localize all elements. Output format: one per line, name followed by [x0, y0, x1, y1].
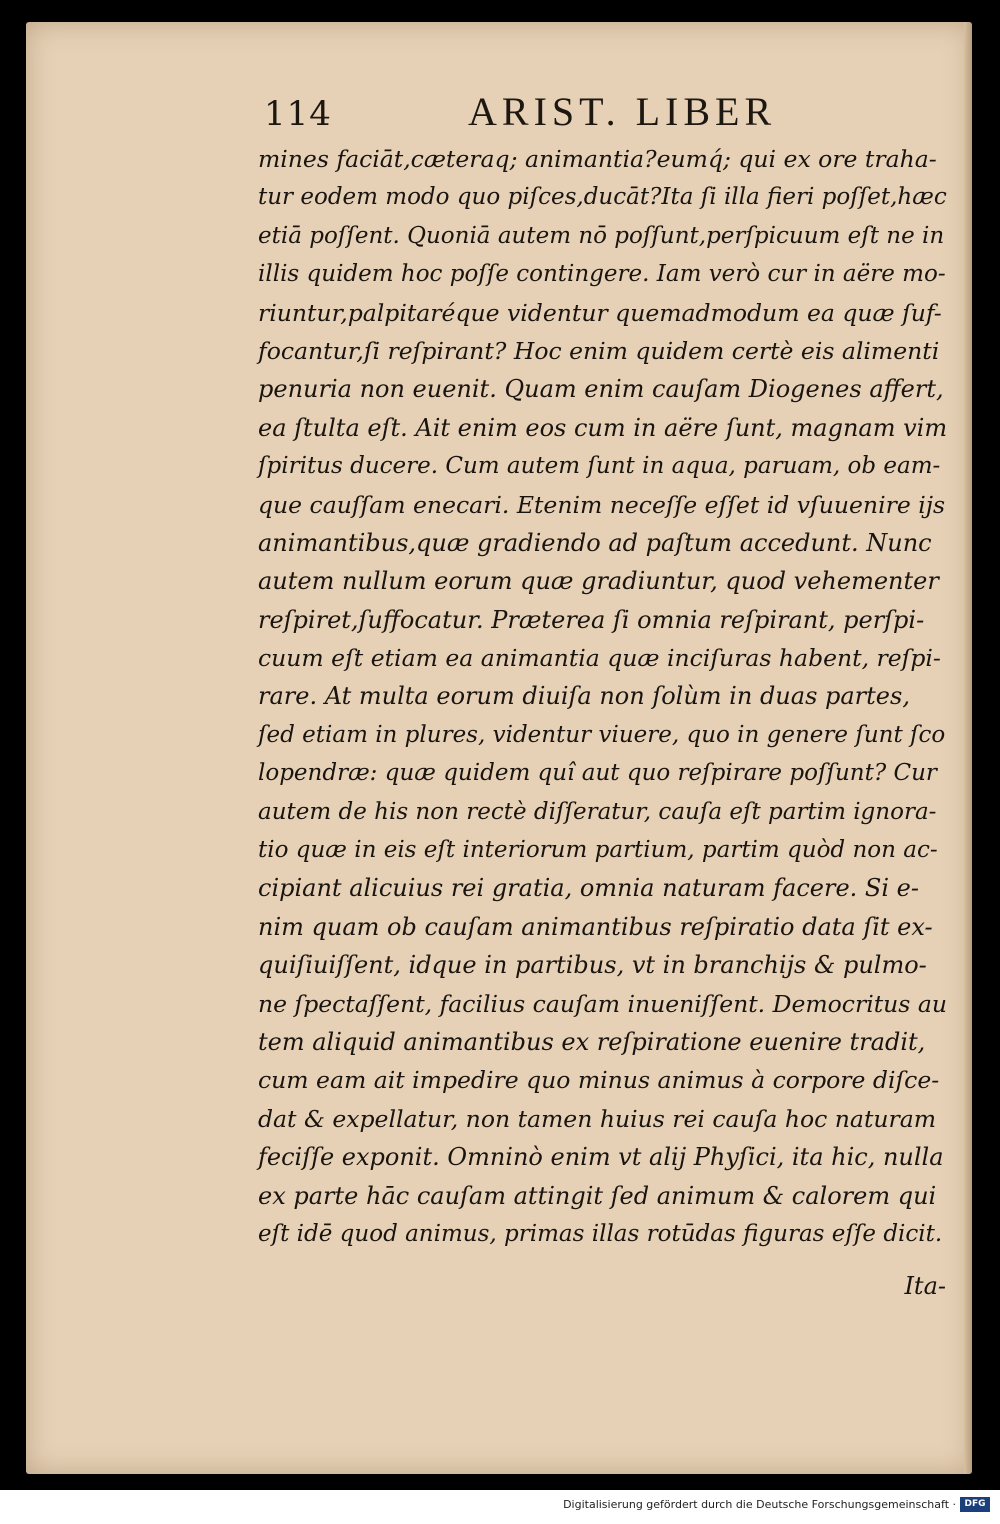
text-line: quiſiuiſſent, idque in partibus, vt in branchijs & pulmo-: [258, 951, 927, 980]
text-line: mines faciāt,cæteraq; animantia?eumq́; qui ex ore traha-: [258, 145, 937, 173]
text-line: cipiant alicuius rei gratia, omnia naturam facere. Si e-: [258, 874, 919, 903]
text-line: ea ſtulta eſt. Ait enim eos cum in aëre ſunt, magnam vim: [258, 413, 948, 442]
text-line: que cauſſam enecari. Etenim neceſſe eſſet id vſuuenire ijs: [258, 490, 946, 519]
text-line: etiā poſſent. Quoniā autem nō poſſunt,perſpicuum eſt ne in: [258, 222, 945, 249]
text-line: eſt idē quod animus, primas illas rotūdas figuras eſſe dicit.: [258, 1220, 943, 1247]
text-line: ne ſpectaſſent, facilius cauſam inueniſſent. Democritus au: [258, 989, 947, 1018]
text-line: ſpiritus ducere. Cum autem ſunt in aqua, paruam, ob eam-: [258, 453, 941, 480]
text-line: autem nullum eorum quæ gradiuntur, quod vehementer: [258, 567, 939, 596]
text-line: nim quam ob cauſam animantibus reſpiratio data ſit ex-: [258, 912, 933, 941]
text-line: tio quæ in eis eſt interiorum partium, partim quòd non ac-: [258, 837, 938, 864]
text-line: cum eam ait impedire quo minus animus à corpore diſce-: [258, 1066, 940, 1095]
text-line: ſed etiam in plures, videntur viuere, quo in genere ſunt ſco: [258, 721, 946, 748]
book-page: [26, 22, 972, 1474]
text-line: rare. At multa eorum diuiſa non ſolùm in duas partes,: [258, 682, 910, 711]
text-line: tur eodem modo quo piſces,ducāt?Ita ſi illa fieri poſſet,hæc: [258, 184, 947, 211]
page-number: 114: [264, 94, 332, 134]
page-edge: [964, 22, 972, 1474]
text-line: riuntur,palpitaréque videntur quemadmodum ea quæ ſuf-: [258, 298, 942, 327]
text-line: animantibus,quæ gradiendo ad paſtum accedunt. Nunc: [258, 528, 932, 557]
dfg-logo-icon: DFG: [960, 1497, 990, 1512]
text-line: feciſſe exponit. Omninò enim vt alij Phyſici, ita hic, nulla: [258, 1143, 944, 1172]
text-line: penuria non euenit. Quam enim cauſam Diogenes affert,: [258, 375, 944, 404]
running-head: ARIST. LIBER: [468, 89, 777, 134]
text-line: illis quidem hoc poſſe contingere. Iam verò cur in aëre mo-: [258, 261, 946, 288]
footer-bar: [0, 1490, 1000, 1524]
text-line: autem de his non rectè diſſeratur, cauſa eſt partim ignora-: [258, 798, 937, 825]
text-line: ex parte hāc cauſam attingit ſed animum & calorem qui: [258, 1181, 937, 1210]
text-line: focantur,ſi reſpirant? Hoc enim quidem certè eis alimenti: [258, 336, 940, 365]
text-line: tem aliquid animantibus ex reſpiratione euenire tradit,: [258, 1027, 926, 1056]
footer-credit: Digitalisierung gefördert durch die Deutsche Forschungsgemeinschaft ·: [563, 1498, 956, 1511]
catchword: Ita-: [904, 1272, 946, 1300]
text-line: dat & expellatur, non tamen huius rei cauſa hoc naturam: [258, 1104, 937, 1133]
text-block: [258, 140, 948, 1253]
text-line: lopendræ: quæ quidem quî aut quo reſpirare poſſunt? Cur: [258, 760, 937, 787]
text-line: cuum eſt etiam ea animantia quæ inciſuras habent, reſpi-: [258, 644, 941, 673]
text-line: reſpiret,ſuffocatur. Præterea ſi omnia reſpirant, perſpi-: [258, 605, 925, 634]
